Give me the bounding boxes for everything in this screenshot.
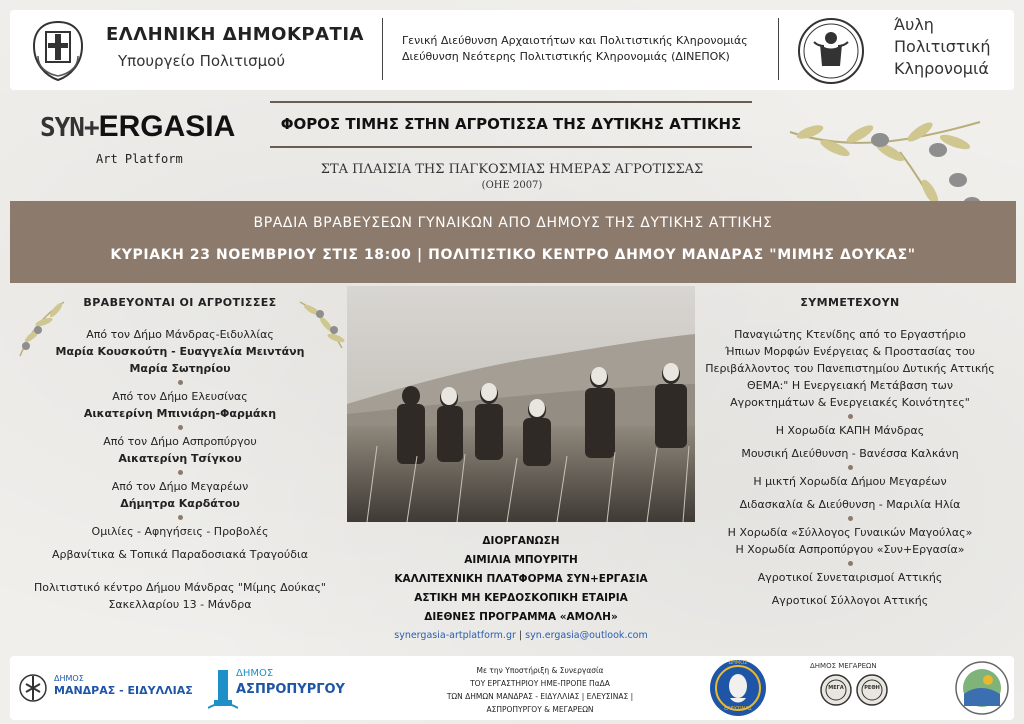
- event-date-location: ΚΥΡΙΑΚΗ 23 ΝΟΕΜΒΡΙΟΥ ΣΤΙΣ 18:00 | ΠΟΛΙΤΙΣΤΙΚΟ ΚΕΝΤΡΟ ΔΗΜΟΥ ΜΑΝΔΡΑΣ "ΜΙΜΗΣ ΔΟΥΚΑΣ": [110, 247, 916, 263]
- support-text: Με την Υποστήριξη & Συνεργασία ΤΟΥ ΕΡΓΑΣΤΗΡΙΟΥ ΗΜΕ-ΠΡΟΠΕ ΠαΔΑ ΤΩΝ ΔΗΜΩΝ ΜΑΝΔΡΑΣ - ΕΙΔΥΛΛΙΑΣ | ΕΛΕΥΣΙΝΑΣ |ΑΣΠΡΟΠΥΡΓΟΥ & ΜΕΓΑΡΕΩΝ: [446, 666, 634, 714]
- event-banner: [10, 201, 1016, 283]
- participant-line: Η μικτή Χορωδία Δήμου Μεγαρέων: [753, 475, 947, 488]
- participant-line: Ήπιων Μορφών Ενέργειας & Προστασίας του: [724, 345, 975, 358]
- awardee-names: Δήμητρα Καρδάτου: [120, 497, 240, 510]
- mandra-label-small: ΔΗΜΟΣ: [54, 674, 84, 683]
- greek-crest-icon: [24, 16, 92, 84]
- mandra-label: ΜΑΝΔΡΑΣ - ΕΙΔΥΛΛΙΑΣ: [54, 684, 193, 697]
- main-title: ΦΟΡΟΣ ΤΙΜΗΣ ΣΤΗΝ ΑΓΡΟΤΙΣΣΑ ΤΗΣ ΔΥΤΙΚΗΣ ΑΤΤΙΚΗΣ: [280, 115, 742, 133]
- header-divider: [778, 18, 779, 80]
- participant-line: Μουσική Διεύθυνση - Βανέσσα Καλκάνη: [741, 447, 959, 460]
- awardee-names: Μαρία Σωτηρίου: [129, 362, 231, 375]
- separator-dot: [178, 515, 183, 520]
- participant-line: Διδασκαλία & Διεύθυνση - Μαριλία Ηλία: [739, 498, 961, 511]
- olive-sprig-icon: [296, 296, 348, 352]
- participant-line: Περιβάλλοντος του Πανεπιστημίου Δυτικής Αττικής: [705, 362, 995, 375]
- program-note: Ομιλίες - Αφηγήσεις - Προβολές: [91, 525, 269, 538]
- website-link[interactable]: synergasia-artplatform.gr: [394, 630, 516, 641]
- intangible-heritage-title: Άυλη Πολιτιστική Κληρονομιά: [894, 15, 991, 78]
- separator-dot: [848, 561, 853, 566]
- organizer-company: ΑΣΤΙΚΗ ΜΗ ΚΕΡΔΟΣΚΟΠΙΚΗ ΕΤΑΙΡΙΑ: [414, 592, 628, 604]
- organizer-program: ΔΙΕΘΝΕΣ ΠΡΟΓΡΑΜΜΑ «ΑΜΟΛΗ»: [424, 611, 618, 623]
- synergasia-subtitle: Art Platform: [96, 152, 183, 166]
- gov-title: ΕΛΛΗΝΙΚΗ ΔΗΜΟΚΡΑΤΙΑ: [106, 24, 364, 45]
- participant-line: Αγροτικοί Συνεταιρισμοί Αττικής: [757, 571, 943, 584]
- eleusis-bottom-label: ΕΛΕΥΣΙΝΑΣ: [724, 706, 752, 712]
- vintage-photo: [347, 286, 695, 522]
- mandra-logo-icon: [18, 670, 48, 706]
- separator-dot: [178, 425, 183, 430]
- municipality-label: Από τον Δήμο Ασπροπύργου: [103, 435, 257, 448]
- header-bar: [10, 10, 1014, 90]
- organizer-name: ΑΙΜΙΛΙΑ ΜΠΟΥΡΙΤΗ: [464, 554, 578, 566]
- directorate-line-2: Διεύθυνση Νεότερης Πολιτιστικής Κληρονομιάς (ΔΙΝΕΠΟΚ): [402, 50, 730, 63]
- directorate-line-1: Γενική Διεύθυνση Αρχαιοτήτων και Πολιτιστικής Κληρονομιάς: [402, 34, 748, 47]
- separator-dot: [848, 465, 853, 470]
- organizer-block: [347, 532, 695, 627]
- email-link[interactable]: syn.ergasia@outlook.com: [525, 630, 648, 641]
- participant-line: Η Χορωδία «Σύλλογος Γυναικών Μαγούλας»: [727, 526, 973, 539]
- contact-links: [347, 630, 695, 641]
- megara-label: ΔΗΜΟΣ ΜΕΓΑΡΕΩΝ: [810, 662, 877, 670]
- subtitle-note: (ΟΗΕ 2007): [481, 180, 543, 191]
- venue-address: Σακελλαρίου 13 - Μάνδρα: [108, 598, 252, 611]
- municipality-label: Από τον Δήμο Μάνδρας-Ειδυλλίας: [86, 328, 274, 341]
- olive-sprig-icon: [14, 296, 70, 360]
- program-note: Αρβανίτικα & Τοπικά Παραδοσιακά Τραγούδια: [52, 548, 308, 561]
- synergasia-logo: SYN+ERGASIA Art Platform: [40, 110, 236, 166]
- ministry-name: Υπουργείο Πολιτισμού: [118, 52, 285, 70]
- megara-coin-label: ΜΕΓΑ: [828, 685, 844, 691]
- megara-coin-label: ΡΕΘΗ: [864, 685, 880, 691]
- municipality-label: Από τον Δήμο Μεγαρέων: [111, 480, 249, 493]
- header-divider: [382, 18, 383, 80]
- subtitle: ΣΤΑ ΠΛΑΙΣΙΑ ΤΗΣ ΠΑΓΚΟΣΜΙΑΣ ΗΜΕΡΑΣ ΑΓΡΟΤΙΣΣΑΣ: [320, 162, 704, 177]
- participant-line: ΘΕΜΑ:" Η Ενεργειακή Μετάβαση των: [746, 379, 954, 392]
- participant-line: Η Χορωδία Ασπροπύργου «Συν+Εργασία»: [735, 543, 965, 556]
- event-title: ΒΡΑΔΙΑ ΒΡΑΒΕΥΣΕΩΝ ΓΥΝΑΙΚΩΝ ΑΠΟ ΔΗΜΟΥΣ ΤΗΣ ΔΥΤΙΚΗΣ ΑΤΤΙΚΗΣ: [253, 215, 773, 231]
- awardee-names: Μαρία Κουσκούτη - Ευαγγελία Μειντάνη: [55, 345, 305, 358]
- intangible-heritage-logo-icon: [796, 16, 866, 86]
- aspro-label-small: ΔΗΜΟΣ: [236, 668, 274, 679]
- aspro-label: ΑΣΠΡΟΠΥΡΓΟΥ: [236, 682, 345, 697]
- aspropyrgos-tower-icon: [208, 664, 238, 710]
- eleusis-top-label: ΔΗΜΟΣ: [728, 660, 748, 666]
- venue-name: Πολιτιστικό κέντρο Δήμου Μάνδρας "Μίμης Δούκας": [34, 581, 326, 594]
- university-lab-logo-icon: [954, 660, 1010, 716]
- participants-title: ΣΥΜΜΕΤΕΧΟΥΝ: [800, 296, 900, 309]
- separator-dot: [178, 380, 183, 385]
- title-rule: [270, 146, 752, 148]
- participants-column: [680, 296, 1020, 609]
- awardee-names: Αικατερίνη Μπινιάρη-Φαρμάκη: [83, 407, 277, 420]
- awardees-title: ΒΡΑΒΕΥΟΝΤΑΙ ΟΙ ΑΓΡΟΤΙΣΣΕΣ: [83, 296, 277, 309]
- participant-line: Η Χορωδία ΚΑΠΗ Μάνδρας: [775, 424, 925, 437]
- awardee-names: Αικατερίνη Τσίγκου: [118, 452, 242, 465]
- separator-dot: [848, 516, 853, 521]
- separator-dot: [178, 470, 183, 475]
- separator-dot: [848, 414, 853, 419]
- link-separator: |: [518, 630, 523, 641]
- participant-line: Αγροκτημάτων & Ενεργειακές Κοινότητες": [730, 396, 970, 409]
- participant-line: Παναγιώτης Κτενίδης από το Εργαστήριο: [734, 328, 966, 341]
- title-rule: [270, 101, 752, 103]
- organizer-title: ΔΙΟΡΓΑΝΩΣΗ: [482, 535, 560, 547]
- organizer-platform: ΚΑΛΛΙΤΕΧΝΙΚΗ ΠΛΑΤΦΟΡΜΑ ΣΥΝ+ΕΡΓΑΣΙΑ: [394, 573, 648, 585]
- municipality-label: Από τον Δήμο Ελευσίνας: [112, 390, 248, 403]
- sponsors-footer: [10, 656, 1014, 720]
- participant-line: Αγροτικοί Σύλλογοι Αττικής: [771, 594, 929, 607]
